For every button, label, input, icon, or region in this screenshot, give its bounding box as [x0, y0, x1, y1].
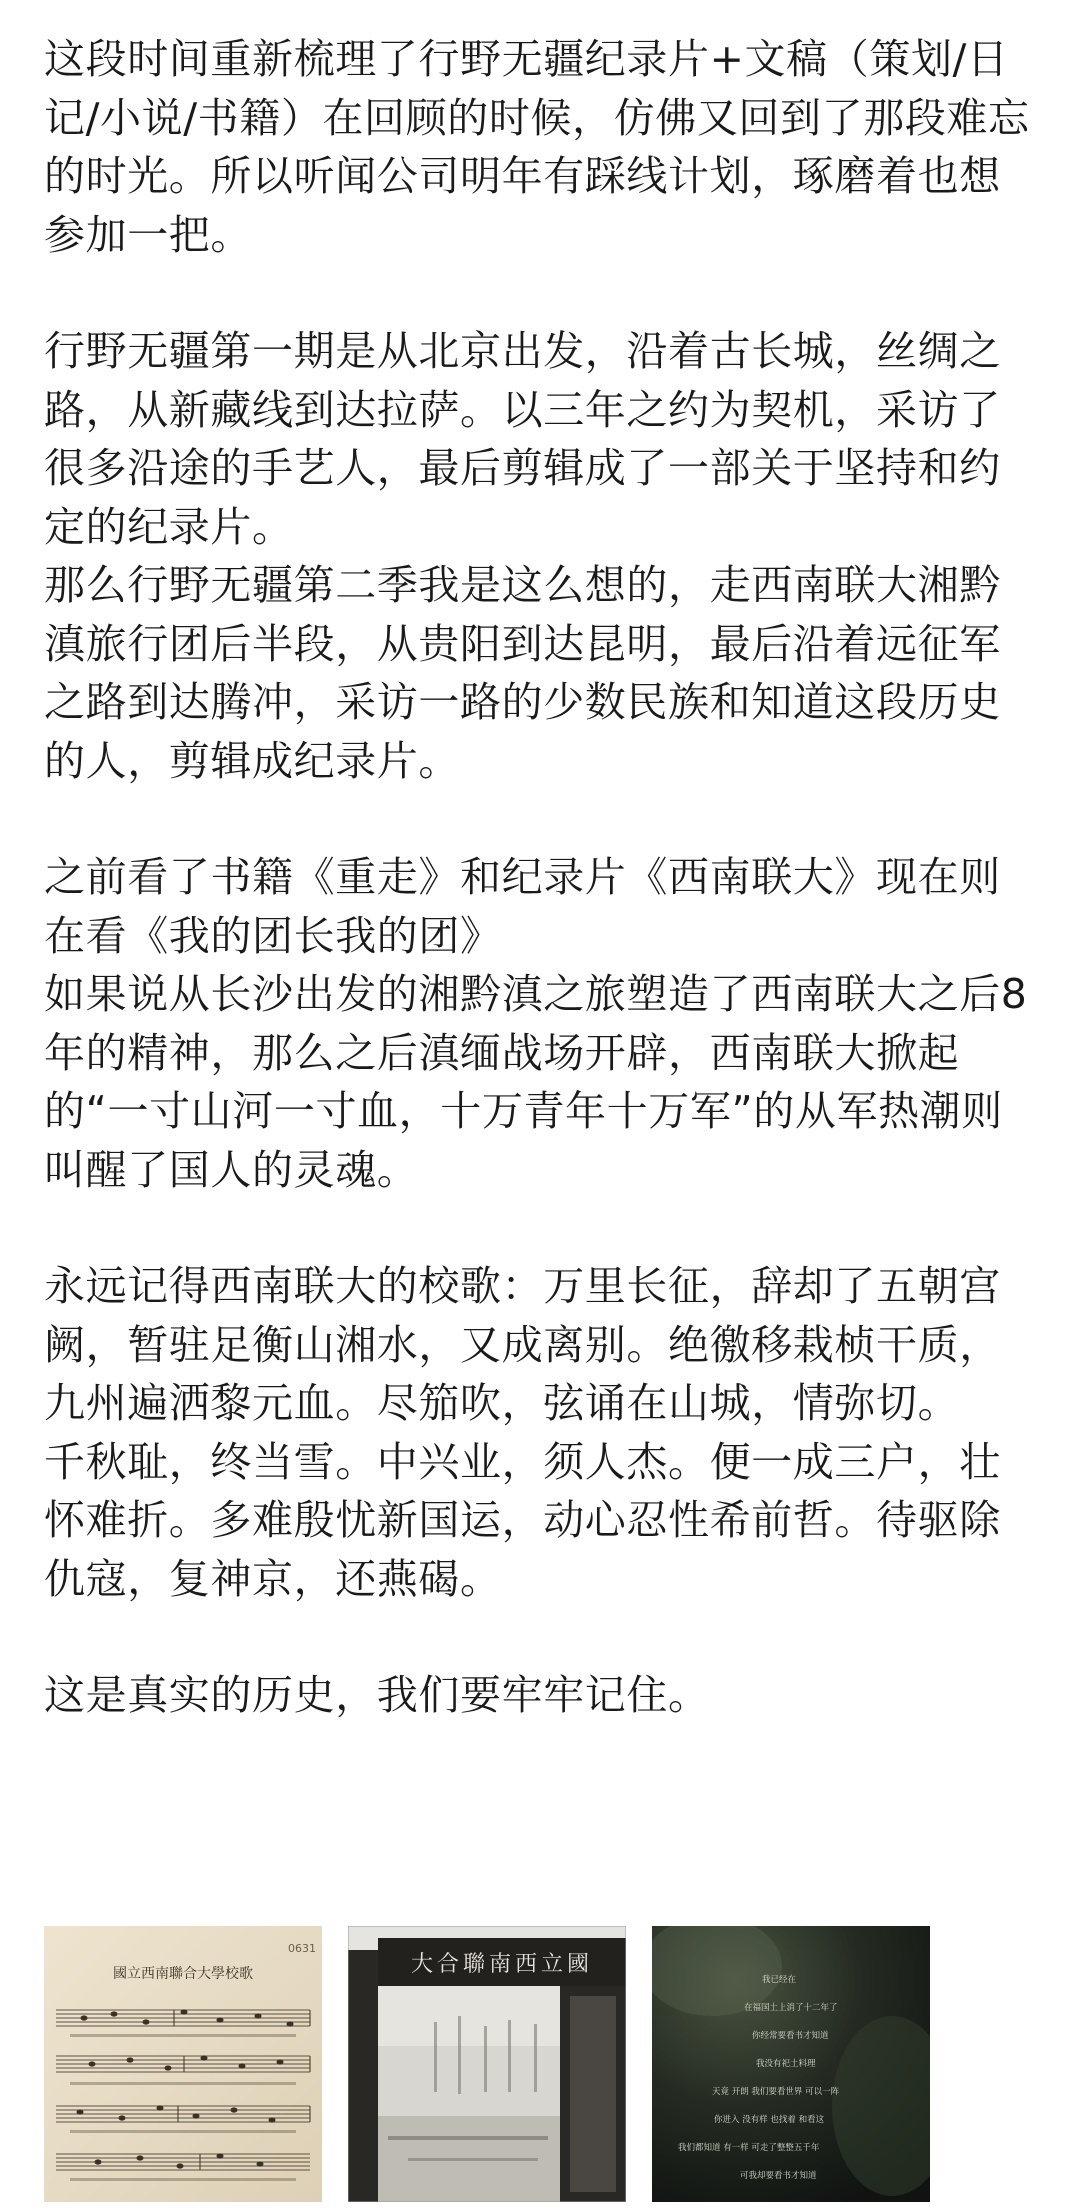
sheet-number: 0631	[288, 1942, 316, 1955]
paragraph-gap	[44, 790, 1036, 848]
university-gate-photo[interactable]	[348, 1926, 626, 2202]
post-paragraph: 这段时间重新梳理了行野无疆纪录片+文稿（策划/日记/小说/书籍）在回顾的时候，仿佛又回到了那段难忘的时光。所以听闻公司明年有踩线计划，琢磨着也想参加一把。	[44, 35, 1030, 259]
subtitle-line: 天竟 开朗 我们要看世界 可以一阵	[712, 2087, 840, 2097]
post-body	[44, 30, 1036, 1725]
subtitle-line: 我们都知道 有一样 可走了整整五千年	[678, 2143, 820, 2153]
post-paragraph: 永远记得西南联大的校歌：万里长征，辞却了五朝宫阙，暂驻足衡山湘水，又成离别。绝徼移栽桢干质，九州遍洒黎元血。尽笳吹，弦诵在山城，情弥切。	[44, 1262, 1001, 1427]
gate-sign-text: 大合聯南西立國	[410, 1952, 594, 1977]
post-paragraph: 千秋耻，终当雪。中兴业，须人杰。便一成三户，壮怀难折。多难殷忧新国运，动心忍性希前哲。待驱除仇寇，复神京，还燕碣。	[44, 1437, 1001, 1603]
paragraph-gap	[44, 264, 1036, 322]
subtitle-line: 我已经在	[762, 1975, 797, 1985]
sheet-title: 國立西南聯合大學校歌	[113, 1966, 253, 1982]
sheet-music-image[interactable]	[44, 1926, 322, 2202]
post-paragraph: 行野无疆第一期是从北京出发，沿着古长城，丝绸之路，从新藏线到达拉萨。以三年之约为契机，采访了很多沿途的手艺人，最后剪辑成了一部关于坚持和约定的纪录片。	[44, 327, 1001, 551]
post-paragraph: 那么行野无疆第二季我是这么想的，走西南联大湘黔滇旅行团后半段，从贵阳到达昆明，最后沿着远征军之路到达腾冲，采访一路的少数民族和知道这段历史的人，剪辑成纪录片。	[44, 561, 1001, 785]
subtitle-line: 我没有祀土料理	[756, 2059, 816, 2069]
subtitle-line: 在福国土上消了十二年了	[744, 2003, 838, 2013]
gate-pillar-left	[348, 1950, 378, 2202]
post-paragraph: 之前看了书籍《重走》和纪录片《西南联大》现在则在看《我的团长我的团》	[44, 853, 1001, 960]
post-paragraph: 如果说从长沙出发的湘黔滇之旅塑造了西南联大之后8年的精神，那么之后滇缅战场开辟，西南联大掀起的“一寸山河一寸血，十万青年十万军”的从军热潮则叫醒了国人的灵魂。	[44, 970, 1028, 1194]
post-paragraph: 这是真实的历史，我们要牢牢记住。	[44, 1671, 710, 1719]
film-still-image[interactable]	[652, 1926, 930, 2202]
subtitle-line: 你进入 没有样 也找着 和看这	[714, 2115, 825, 2125]
image-grid	[44, 1926, 1036, 2202]
paragraph-gap	[44, 1199, 1036, 1257]
paragraph-gap	[44, 1608, 1036, 1666]
subtitle-line: 可我却要看书才知道	[740, 2171, 817, 2181]
subtitle-line: 你经常要看书才知道	[752, 2031, 829, 2041]
